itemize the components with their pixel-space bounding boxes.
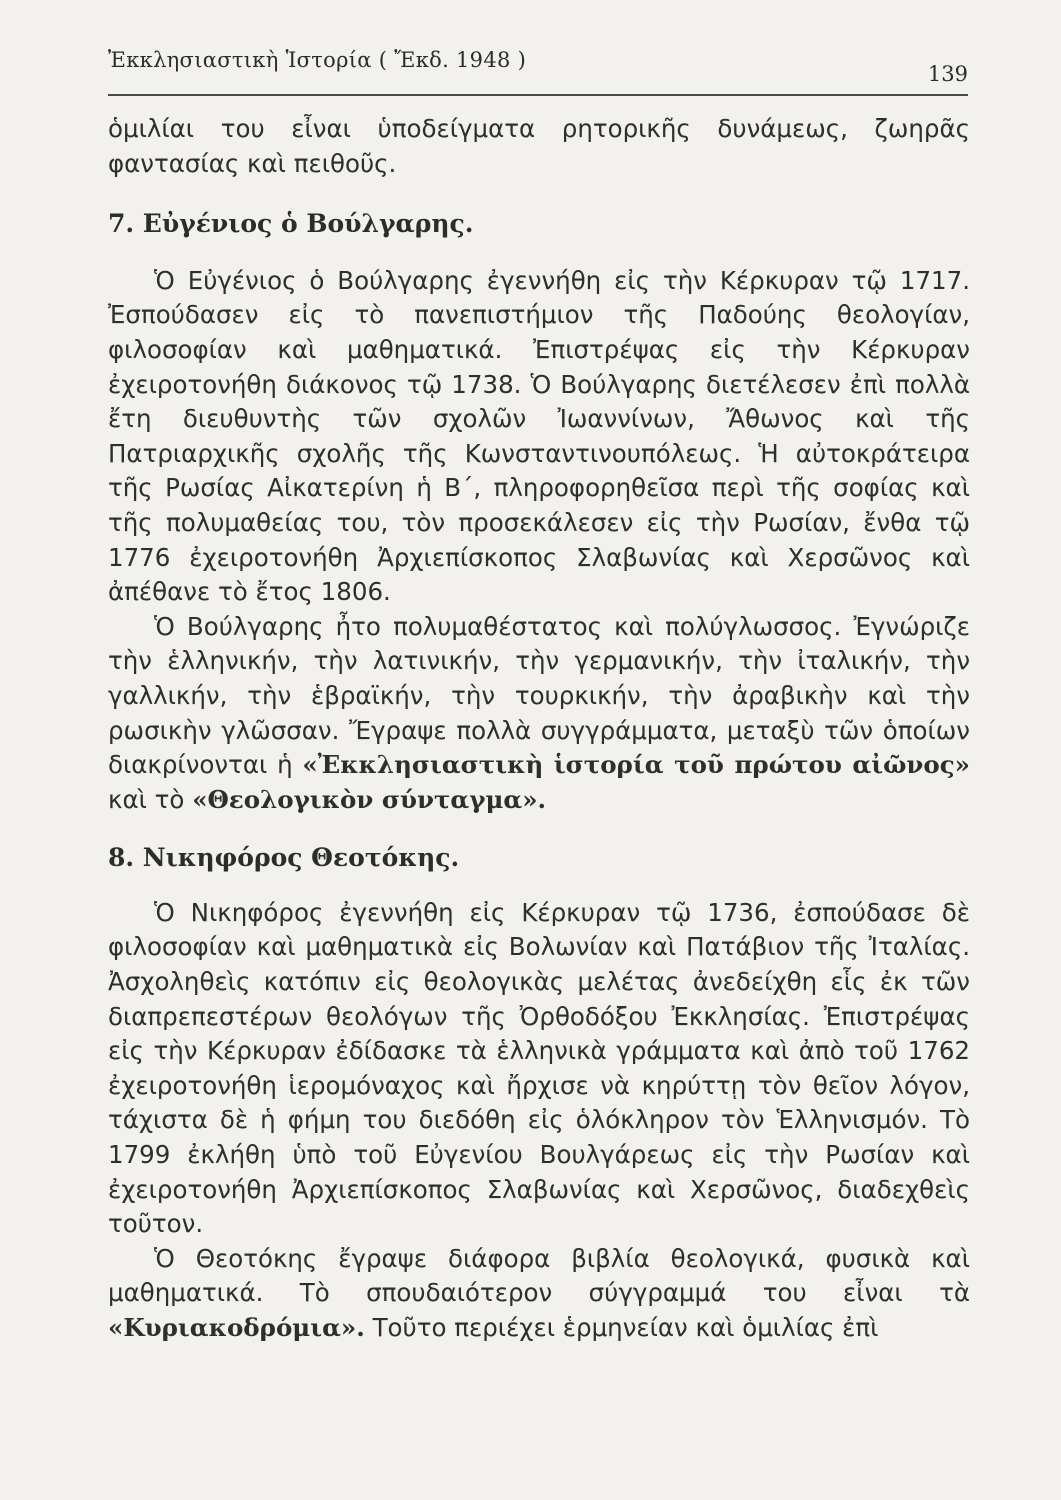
paragraph-theotokis-bio: Ὁ Νικηφόρος ἐγεννήθη εἰς Κέρκυραν τῷ 1736, ἐσπούδασε δὲ φιλοσοφίαν καὶ μαθηματικὰ εἰς Βολωνίαν καὶ Πατάβιον τῆς Ἰταλίας. Ἀσχοληθεὶς κατόπιν εἰς θεολογικὰς μελέτας ἀνεδείχθη εἷς ἐκ τῶν διαπρεπεστέρων θεολόγων τῆς Ὀρθοδόξου Ἐκκλησίας. Ἐπιστρέψας εἰς τὴν Κέρκυραν ἐδίδασκε τὰ ἑλληνικὰ γράμματα καὶ ἀπὸ τοῦ 1762 ἐχειροτονήθη ἱερομόναχος καὶ ἤρχισε νὰ κηρύττῃ τὸν θεῖον λόγον, τάχιστα δὲ ἡ φήμη του διεδόθη εἰς ὁλόκληρον τὸν Ἑλληνισμόν. Τὸ 1799 ἐκλήθη ὑπὸ τοῦ Εὐγενίου Βουλγάρεως εἰς τὴν Ρωσίαν καὶ ἐχειροτονήθη Ἀρχιεπίσκοπος Σλαβωνίας καὶ Χερσῶνος, διαδεχθεὶς τοῦτον. [108, 897, 970, 1239]
book-title-kyriakodromia: «Κυριακοδρόμια». [108, 1313, 365, 1342]
book-title-ecclesiastical-history: «Ἐκκλησιαστικὴ ἱστορία τοῦ πρώτου αἰῶνος» [302, 750, 970, 780]
page-header [108, 40, 968, 90]
paragraph-text: Τοῦτο περιέχει ἑρμηνείαν καὶ ὁμιλίας ἐπὶ [364, 1313, 879, 1342]
paragraph-continuation: ὁμιλίαι του εἶναι ὑποδείγματα ρητορικῆς δυνάμεως, ζωηρᾶς φαντασίας καὶ πειθοῦς. [108, 114, 970, 178]
paragraph-text: Ὁ Βούλγαρης ἦτο πολυμαθέστατος καὶ πολύγλωσσος. Ἐγνώριζε τὴν ἑλληνικήν, τὴν λατινικήν, τὴν γερμανικήν, τὴν ἰταλικήν, τὴν γαλλικήν, τὴν ἑβραϊκήν, τὴν τουρκικήν, τὴν ἀραβικὴν καὶ τὴν ρωσικὴν γλῶσσαν. Ἔγραψε πολλὰ συγγράμματα, μεταξὺ τῶν ὁποίων διακρίνονται ἡ [108, 611, 970, 780]
book-title-theological-syntagma: «Θεολογικὸν σύνταγμα». [192, 784, 547, 814]
page-number: 139 [927, 62, 968, 86]
paragraph-voulgaris-bio: Ὁ Εὐγένιος ὁ Βούλγαρης ἐγεννήθη εἰς τὴν Κέρκυραν τῷ 1717. Ἐσπούδασεν εἰς τὸ πανεπιστήμιον τῆς Παδούης θεολογίαν, φιλοσοφίαν καὶ μαθηματικά. Ἐπιστρέψας εἰς τὴν Κέρκυραν ἐχειροτονήθη διάκονος τῷ 1738. Ὁ Βούλγαρης διετέλεσεν ἐπὶ πολλὰ ἔτη διευθυντὴς τῶν σχολῶν Ἰωαννίνων, Ἄθωνος καὶ τῆς Πατριαρχικῆς σχολῆς τῆς Κωνσταντινουπόλεως. Ἡ αὐτοκράτειρα τῆς Ρωσίας Αἰκατερίνη ἡ Β΄, πληροφορηθεῖσα περὶ τῆς σοφίας καὶ τῆς πολυμαθείας του, τὸν προσεκάλεσεν εἰς τὴν Ρωσίαν, ἔνθα τῷ 1776 ἐχειροτονήθη Ἀρχιεπίσκοπος Σλαβωνίας καὶ Χερσῶνος καὶ ἀπέθανε τὸ ἔτος 1806. [108, 265, 970, 607]
paragraph-text: καὶ τὸ [108, 784, 193, 814]
paragraph-text: Ὁ Θεοτόκης ἔγραψε διάφορα βιβλία θεολογικά, φυσικὰ καὶ μαθηματικά. Τὸ σπουδαιότερον σύγγραμμά του εἶναι τὰ [108, 1243, 970, 1308]
section-heading-8: 8. Νικηφόρος Θεοτόκης. [108, 843, 460, 873]
running-head: Ἐκκλησιαστικὴ Ἱστορία ( Ἔκδ. 1948 ) [108, 48, 527, 72]
paragraph-theotokis-works [108, 1242, 970, 1346]
body-text [108, 112, 970, 1346]
section-heading-7: 7. Εὐγένιος ὁ Βούλγαρης. [108, 209, 474, 239]
paragraph-voulgaris-works [108, 610, 970, 818]
header-rule [108, 94, 968, 96]
